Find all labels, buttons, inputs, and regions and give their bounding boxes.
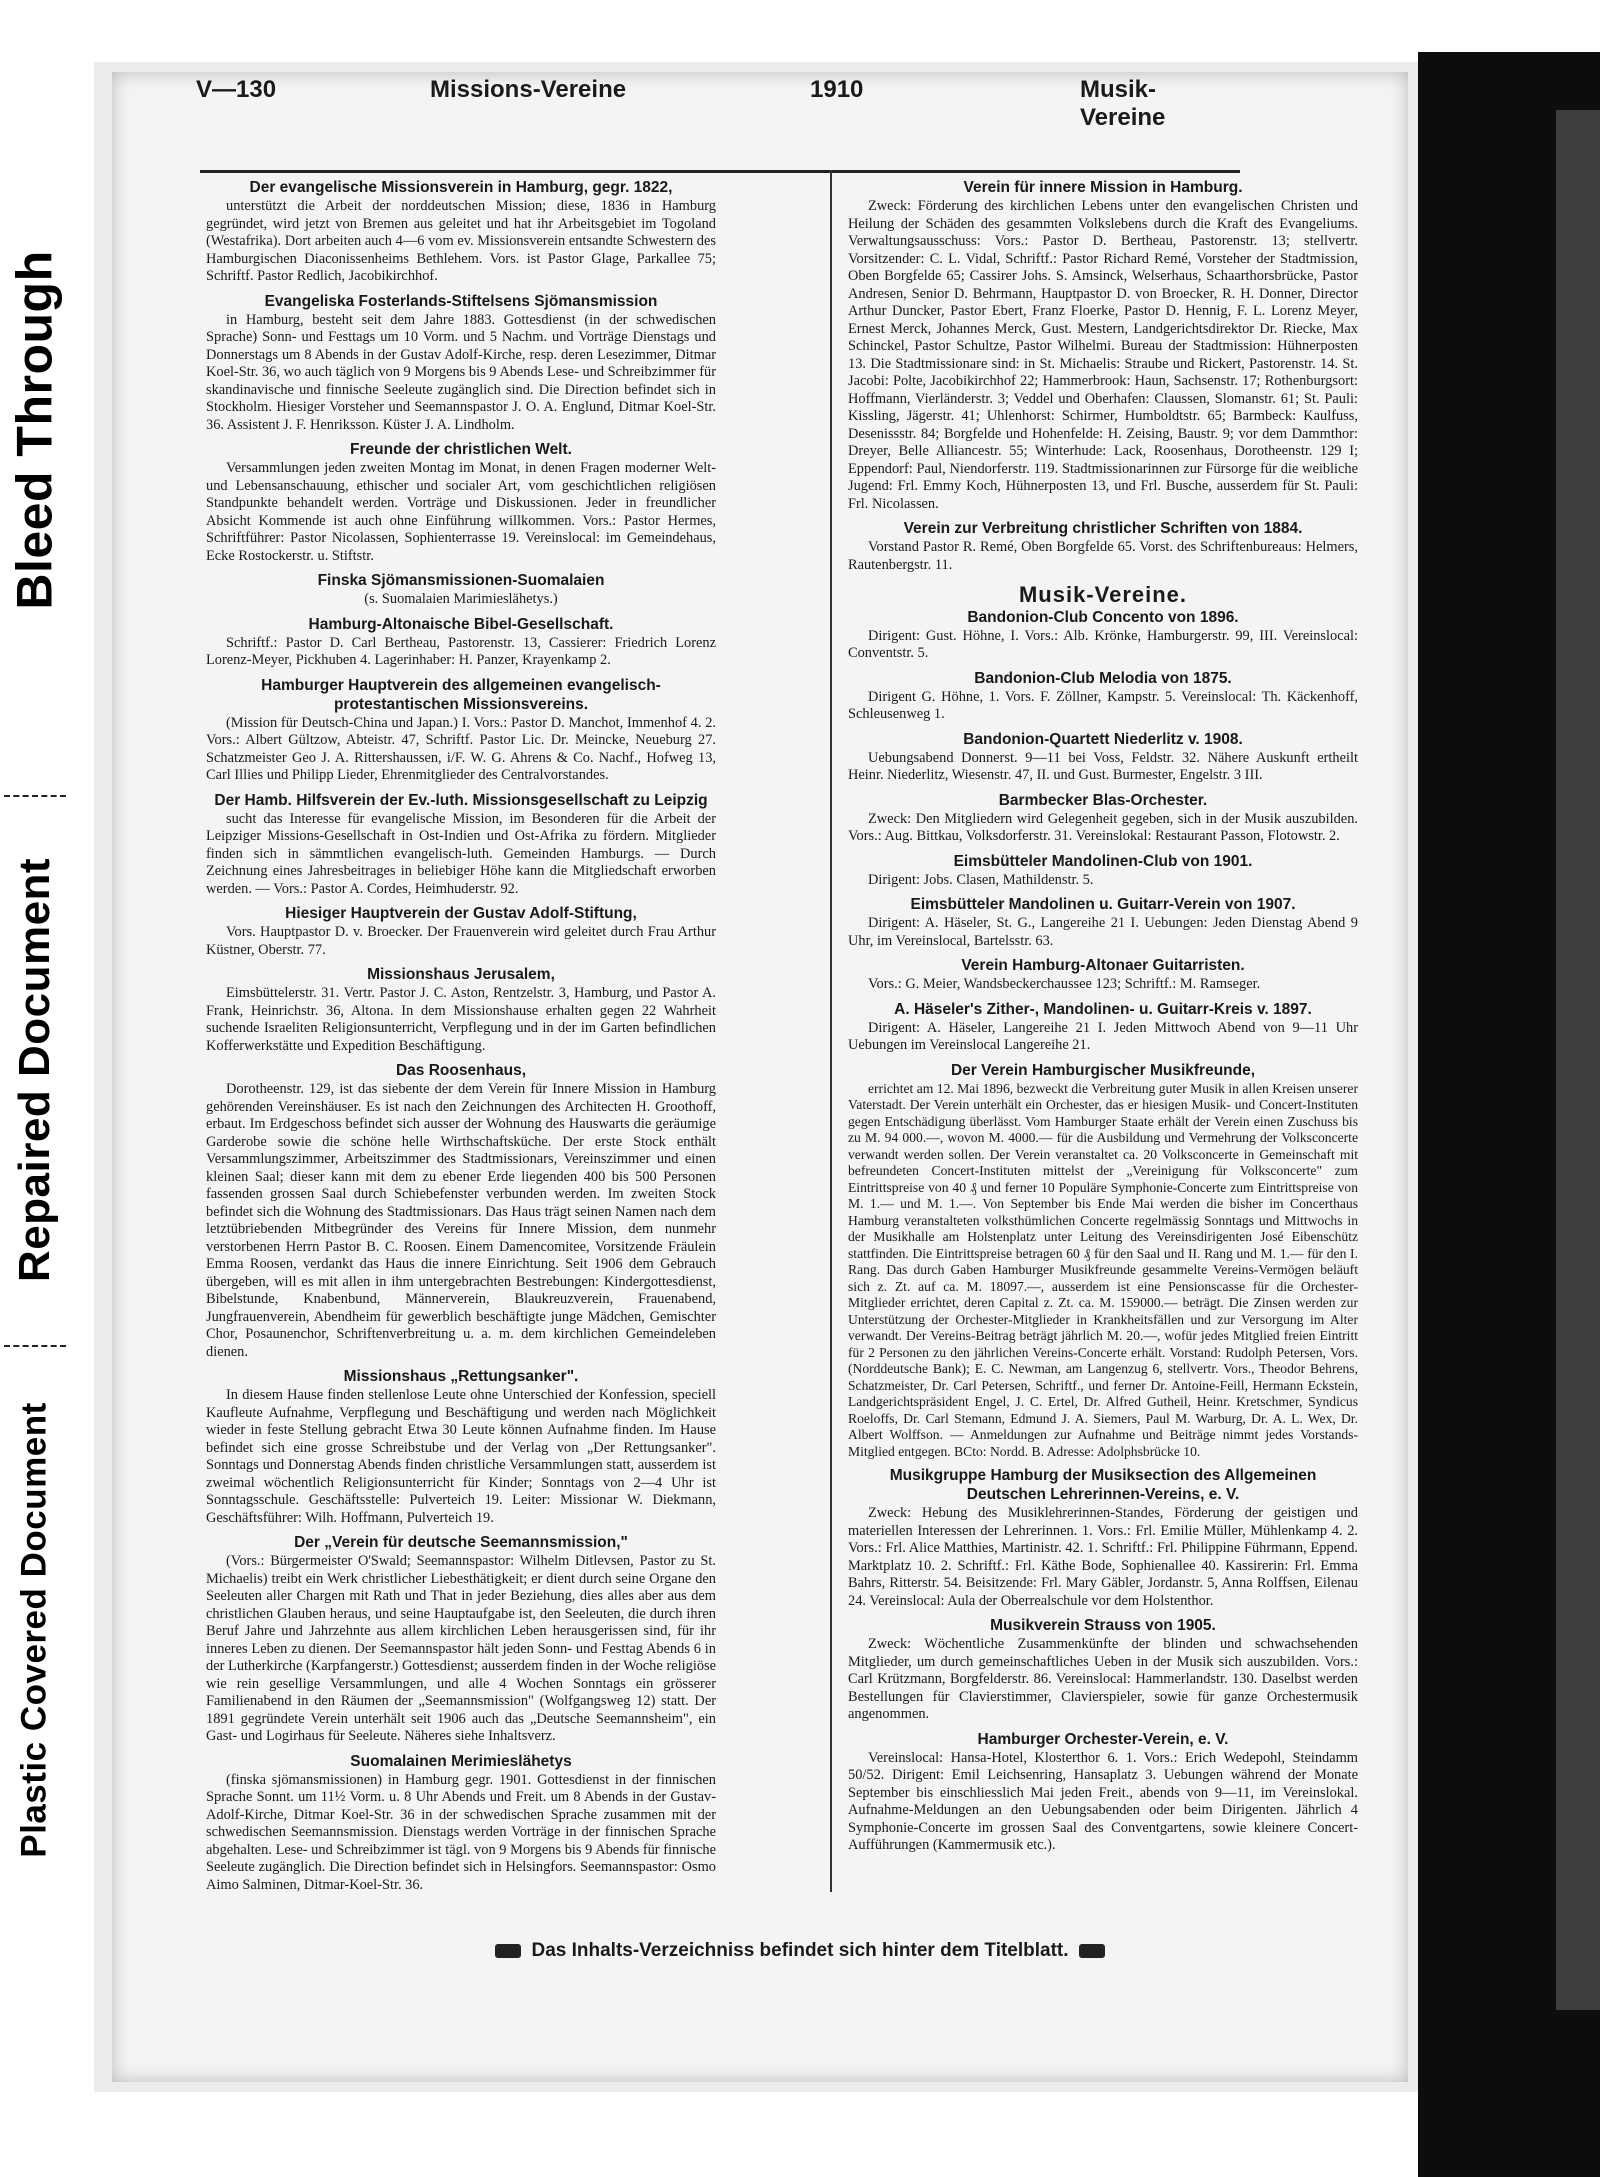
entry: [206, 904, 716, 959]
entry-title: Missionshaus „Rettungsanker".: [343, 1368, 579, 1385]
entry-text: Dorotheenstr. 129, ist das siebente der dem Verein für Innere Mission in Hamburg gehörenden Vereinshäuser. Es ist nach den Zeichnungen des Architecten H. Groothoff, erbaut. Im Erdgeschoss befindet sich ausser der Wohnung des Hauswarts die geräumige Garderobe sowie die schöne helle Wirthschaftsküche. Der erste Stock enthält Versammlungszimmer, Arbeitszimmer des Stadtmissionars, Vereinszimmer und einen kleinen Saal; dieser kann mit dem zu ebener Erde liegenden 400 bis 500 Personen fassenden grossen Saal durch Schiebefenster verbunden werden. Im zweiten Stock befindet sich die Wohnung des Stadtmissionars. Das Haus trägt seinen Namen nach dem letztübriebenden Mitbegründer des Vereins für Innere Mission, dem nunmehr verstorbenen Herrn Pastor B. C. Roosen. Einem Damencomitee, Vorsitzende Fräulein Emma Roosen, verdankt das Haus die innere Einrichtung. Seit 1906 dem Gebrauch übergeben, will es mit allen in ihm untergebrachten Bestrebungen: Kindergottesdienst, Bibelstunde, Knabenbund, Männerverein, Blaukreuzverein, Frauenabend, Jungfrauenverein, Abendheim für gewerblich beschäftigte junge Mädchen, Gemischter Chor, Posaunenchor, Schriftenverbreitung u. a. m. dem kirchlichen Gemeindeleben dienen.: [206, 1081, 716, 1360]
header-right-title: Musik-Vereine: [1080, 76, 1166, 131]
header-left-title: Missions-Vereine: [430, 76, 627, 103]
entry-text: in Hamburg, besteht seit dem Jahre 1883. Gottesdienst (in der schwedischen Sprache) Sonn- und Festtags um 10 Vorm. und 5 Nachm. und Vorträge Dienstags und Donnerstags um 8 Abends in der Gustav Adolf-Kirche, resp. deren Lesezimmer, Ditmar Koel-Str. 36, wo auch täglich von 9 Morgens bis 9 Abends Lese- und Schreibzimmer für skandinavische und finnische Seeleute zugänglich sind. Die Direction befindet sich in Stockholm. Hiesiger Vorsteher und Seemannspastor J. O. A. Englund, Ditmar Koel-Str. 36. Assistent J. F. Henriksson. Küster J. A. Lindholm.: [206, 311, 716, 433]
entry: [206, 1752, 716, 1895]
entry-text: Schriftf.: Pastor D. Carl Bertheau, Pastorenstr. 13, Cassierer: Friedrich Lorenz Lorenz-Meyer, Pickhuben 4. Lagerinhaber: H. Panzer, Krayenkamp 2.: [206, 634, 716, 668]
entry-title: Evangeliska Fosterlands-Stiftelsens Sjömansmission: [264, 292, 658, 310]
entry-text: Vors. Hauptpastor D. v. Broecker. Der Frauenverein wird geleitet durch Frau Arthur Küstner, Oberstr. 77.: [206, 924, 716, 958]
entry-title: Bandonion-Quartett Niederlitz v. 1908.: [963, 730, 1243, 748]
entry-text: In diesem Hause finden stellenlose Leute ohne Unterschied der Konfession, speciell Kaufleute Aufnahme, Verpflegung und Beschäftigung und werden nach Möglichkeit wieder in feste Stellung gebracht Etwa 30 Leute können Aufnahme finden. Im Hause befindet sich eine grosse Schreibstube und der Verlag von „Der Rettungsanker". Sonntags und Donnerstag Abends finden christliche Versammlungen statt, ausserdem ist zweimal wöchentlich Religionsunterricht für Kinder; Sonntags von 2—4 Uhr ist Sonntagsschule. Geschäftsstelle: Pulverteich 19. Leiter: Missionar W. Diekmann, Geschäftsführer: Wilh. Hoffmann, Pulverteich 19.: [206, 1387, 716, 1526]
entry: [848, 608, 1358, 663]
entry: [206, 676, 716, 785]
header-rule: [200, 170, 1240, 173]
label-repaired-document: Repaired Document: [10, 857, 60, 1283]
entry: [848, 730, 1358, 785]
entry: [206, 571, 716, 609]
right-column: [848, 178, 1358, 1861]
scanner-edge-highlight: [1556, 110, 1600, 2010]
page-header: [120, 76, 1240, 131]
entry-text: Vors.: G. Meier, Wandsbeckerchaussee 123; Schriftf.: M. Ramseger.: [868, 976, 1261, 992]
entry-title: Der Verein Hamburgischer Musikfreunde,: [950, 1061, 1256, 1079]
entry-text: sucht das Interesse für evangelische Mission, im Besonderen für die Arbeit der Leipziger Missions-Gesellschaft in Ost-Indien und Ost-Afrika zu fördern. Mitglieder finden sich in sämmtlichen evangelisch-luth. Gemeinden Hamburgs. — Durch Zeichnung eines Jahresbeitrages in beliebiger Höhe kann die Mitgliedschaft erworben werden. — Vors.: Pastor A. Cordes, Heimhuderstr. 92.: [206, 810, 716, 897]
entry-title: Bandonion-Club Concento von 1896.: [967, 608, 1239, 626]
entry-text: Zweck: Den Mitgliedern wird Gelegenheit gegeben, sich in der Musik auszubilden. Vors.: Aug. Bittkau, Volksdorferstr. 31. Vereinslokal: Restaurant Passon, Flotowstr. 2.: [848, 810, 1358, 844]
entry: [206, 292, 716, 435]
entry: [206, 791, 716, 899]
entry: [206, 965, 716, 1055]
entry-text: Dirigent G. Höhne, 1. Vors. F. Zöllner, Kampstr. 5. Vereinslocal: Th. Käckenhoff, Schleusenweg 1.: [848, 688, 1358, 722]
entry-title: Barmbecker Blas-Orchester.: [998, 791, 1208, 809]
entry: [848, 895, 1358, 950]
entry-text: Vereinslocal: Hansa-Hotel, Klosterthor 6. 1. Vors.: Erich Wedepohl, Steindamm 50/52. Dirigent: Emil Leichsenring, Hansaplatz 3. Uebungen während der Monate September bis einschliesslich Mai jeden Freit., abends von 9—11, im Vereinslokal. Aufnahme-Meldungen an den Uebungsabenden oder beim Dirigenten. Jährlich 4 Symphonie-Concerte im grossen Saal des Conventgartens, sowie kleinere Concert-Aufführungen (Kammermusik etc.).: [848, 1749, 1358, 1853]
entry-title: Verein Hamburg-Altonaer Guitarristen.: [961, 957, 1245, 974]
entry-title: Eimsbütteler Mandolinen u. Guitarr-Verein von 1907.: [910, 896, 1296, 913]
entry-title: Eimsbütteler Mandolinen-Club von 1901.: [953, 852, 1253, 870]
entry-title: Das Roosenhaus,: [395, 1062, 527, 1079]
entry: [848, 1061, 1358, 1461]
footer-note: [420, 1940, 1180, 1962]
entry-text: Zweck: Wöchentliche Zusammenkünfte der blinden und schwachsehenden Mitglieder, um durch gemeinschaftliches Ueben in der Musik sich auszubilden. Vors.: Carl Krützmann, Borgfelderstr. 86. Vereinslocal: Hammerlandstr. 130. Daselbst werden Bestellungen für Clavierstimmer, Clavierspieler, sowie für ganze Orchestermusik angenommen.: [848, 1636, 1358, 1722]
entry-text: unterstützt die Arbeit der norddeutschen Mission; diese, 1836 in Hamburg gegründet, wird jetzt von Bremen aus geleitet und hat ihr Arbeitsgebiet im Togoland (Westafrika). Dort arbeiten auch 4—6 vom ev. Missionsverein entsandte Schwestern des Hamburgischen Diaconissenheims Bethlehem. Vors. ist Pastor Glage, Parkallee 75; Schriftf. Pastor Redlich, Jacobikirchhof.: [206, 198, 716, 284]
entry-text: Uebungsabend Donnerst. 9—11 bei Voss, Feldstr. 32. Nähere Auskunft ertheilt Heinr. Niederlitz, Wiesenstr. 47, II. und Gust. Burmester, Engelstr. 3 III.: [848, 749, 1358, 783]
entry-text: Eimsbüttelerstr. 31. Vertr. Pastor J. C. Aston, Rentzelstr. 3, Hamburg, und Pastor A. Frank, Heinrichstr. 36, Altona. In dem Missionshause erhalten gegen 22 Wahrheit suchende Israeliten Religionsunterricht, Verpflegung und in der im Garten befindlichen Kofferwerkstätte und Expedition Beschäftigung.: [206, 985, 716, 1054]
entry: [848, 791, 1358, 846]
entry-text: Dirigent: Gust. Höhne, I. Vors.: Alb. Krönke, Hamburgerstr. 99, III. Vereinslocal: Conventstr. 5.: [848, 627, 1358, 661]
entry-title: Freunde der christlichen Welt.: [350, 441, 572, 458]
entry-title: Musikverein Strauss von 1905.: [990, 1617, 1216, 1634]
entry-text: Dirigent: Jobs. Clasen, Mathildenstr. 5.: [868, 871, 1094, 888]
label-plastic-covered: Plastic Covered Document: [15, 1402, 54, 1858]
entry: [848, 669, 1358, 724]
entry-title: Der „Verein für deutsche Seemannsmission,": [294, 1534, 628, 1551]
entry-text: (Mission für Deutsch-China und Japan.) I. Vors.: Pastor D. Manchot, Immenhof 4. 2. Vors.: Albert Gültzow, Abteistr. 47, Schriftf. Pastor Lic. Dr. Meincke, Neueburg 27. Schatzmeister Geo J. A. Rittershaussen, i/F. W. G. Ahrens & Co. Nachf., Hofweg 13, Carl Illies und Philipp Lieder, Ehrenmitglieder des Centralvorstandes.: [206, 714, 716, 783]
entry: [206, 440, 716, 565]
entry: [848, 178, 1358, 513]
pointing-hand-icon: [495, 1944, 521, 1958]
entry: [206, 615, 716, 670]
entry-text: (finska sjömansmissionen) in Hamburg gegr. 1901. Gottesdienst in der finnischen Sprache Sonnt. um 11½ Vorm. u. 8 Uhr Abends und Freit. um 8 Abends in der Gustav-Adolf-Kirche, Ditmar Koel-Str. 36 in der schwedischen Sprache zusammen mit der schwedischen Seemannsmission. Dienstags werden Vorträge in der finnischen Sprache abgehalten. Lese- und Schreibzimmer ist tägl. von 9 Morgens bis 9 Abends für finnische Seeleute zugänglich. Die Direction befindet sich in Helsingfors. Seemannspastor: Osmo Aimo Salminen, Ditmar-Koel-Str. 36.: [206, 1771, 716, 1893]
entry-text: Zweck: Förderung des kirchlichen Lebens unter den evangelischen Christen und Heilung der Schäden des gesammten Volkslebens durch die Kraft des Evangeliums. Verwaltungsausschuss: Vors.: Pastor D. Bertheau, Pastorenstr. 13; stellvertr. Vorsitzender: C. L. Vidal, Schriftf.: Pastor Richard Remé, Vorsteher der Stadtmission, Oben Borgfelde 65; Cassirer Johs. S. Amsinck, Welserhaus, Schaarthorsbrücke, Pastor Andresen, Senior D. Behrmann, Hauptpastor D. von Broecker, R. H. Donner, Director Arthur Duncker, Pastor Ebert, Franz Floerke, Pastor D. Hennig, F. L. Lorenz Meyer, Ernest Merck, Johannes Merck, Gust. Mestern, Landgerichtsdirektor Dr. Riecke, Max Schinckel, Pastor Schultze, Pastor Wilhelmi. Bureau der Stadtmission: Hühnerposten 13. Die Stadtmissionare sind: in St. Michaelis: Straube und Rickert, Pastorenstr. 14. St. Jacobi: Polte, Jacobikirchhof 22; Hammerbrook: Haun, Sachsenstr. 17; Rothenburgsort: Hoffmann, Vierländerstr. 3; Veddel und Oberhafen: Claussen, Slomanstr. 61; St. Pauli: Kissling, Jägerstr. 41; Uhlenhorst: Schirmer, Humboldtstr. 65; Barmbeck: Kaulfuss, Desenissstr. 84; Borgfelde und Hohenfelde: H. Zeising, Baustr. 9; vor dem Dammthor: Dreyer, Belle Alliancestr. 55; Winterhude: Lack, Roosenhaus, Dorotheenstr. 129 I; Eppendorf: Paul, Niendorferstr. 119. Stadtmissionarinnen zur Fürsorge für die weibliche Jugend: Frl. Emmy Koch, Hühnerposten 13, und Frl. Busche, ausserdem für St. Pauli: Frl. Nicolassen.: [848, 198, 1358, 512]
entry-title: Der Hamb. Hilfsverein der Ev.-luth. Missionsgesellschaft zu Leipzig: [214, 791, 708, 809]
entry-title: Hamburg-Altonaische Bibel-Gesellschaft.: [308, 615, 614, 633]
entry: [848, 1000, 1358, 1055]
label-bleed-through: Bleed Through: [7, 250, 64, 610]
top-margin: [0, 0, 1600, 52]
entry-text: Vorstand Pastor R. Remé, Oben Borgfelde 65. Vorst. des Schriftenbureaus: Helmers, Rautenbergstr. 11.: [848, 539, 1358, 573]
column-divider: [830, 170, 832, 1892]
entry-title: Missionshaus Jerusalem,: [367, 966, 555, 983]
footer-text: Das Inhalts-Verzeichniss befindet sich hinter dem Titelblatt.: [531, 1940, 1069, 1961]
label-divider: [4, 795, 66, 797]
entry: [206, 1367, 716, 1527]
entry: [848, 1730, 1358, 1855]
entry: [206, 178, 716, 286]
entry: [848, 1466, 1358, 1610]
entry-text: errichtet am 12. Mai 1896, bezweckt die Verbreitung guter Musik in allen Kreisen unserer Vaterstadt. Der Verein unterhält ein Orchester, das er hiesigen Musik- und Concert-Instituten gegen Entschädigung überlässt. Vom Hamburger Staate erhält der Verein einen Zuschuss bis zu M. 94 000.—, wovon M. 4000.— für die Ausbildung und Vermehrung der Volksconcerte verwandt werden sollen. Der Verein veranstaltet ca. 20 Volksconcerte in Gemeinschaft mit befreundeten Concert-Instituten mittelst der „Vereinigung für Volksconcerte" zum Eintrittspreise von 40 ₰ und ferner 10 Populäre Symphonie-Concerte zum Eintrittspreise von M. 1.— und M. 1.—. Von September bis Ende Mai werden die bisher im Concerthaus Hamburg veranstalteten volksthümlichen Concerte regelmässig Sonntags und Mittwochs in der Musikhalle am Holstenplatz unter Leitung des Vereinsdirigenten José Eibenschütz stattfinden. Die Eintrittspreise betragen 60 ₰ für den Saal und II. Rang und M. 1.— für den I. Rang. Das durch Gaben Hamburger Musikfreunde gesammelte Vereins-Vermögen beläuft sich z. Zt. auf ca. M. 18097.—, ausserdem ist eine Pensionscasse für die Orchester-Mitglieder errichtet, deren Capital z. Zt. ca. M. 159000.— beträgt. Die Zinsen werden zur Unterstützung der Orchester-Mitglieder in Krankheitsfällen und zur Versorgung im Alter verwandt. Der Vereins-Beitrag beträgt jährlich M. 20.—, wofür jedes Mitglied freien Eintritt für 2 Personen zu den jährlichen Vereins-Concerte erhält. Vorstand: Rudolph Petersen, Vors. (Norddeutsche Bank); E. C. Newman, am Langenzug 6, stellvertr. Vors., Theodor Behrens, Schatzmeister, Dr. Carl Petersen, Schriftf., und ferner Dr. Antoine-Feill, Hermann Eckstein, Landgerichtspräsident Engel, J. C. Ertel, Dr. Alfred Gutheil, Heinr. Kretschmer, Syndicus Roeloffs, Dr. Carl Stemann, Edmund J. A. Siemers, Paul M. Warburg, Dr. A. L. Wex, Dr. Albert Wolffson. — Anmeldungen zur Aufnahme und Beiträge nimmt jedes Vorstands-Mitglied entgegen. BCto: Nordd. B. Adresse: Adolphsbrücke 10.: [848, 1080, 1358, 1459]
entry: [206, 1533, 716, 1746]
page-number: V—130: [196, 76, 277, 103]
entry: [848, 1616, 1358, 1724]
entry-title: Hiesiger Hauptverein der Gustav Adolf-Stiftung,: [285, 905, 637, 922]
entry-title: Hamburger Hauptverein des allgemeinen evangelisch-protestantischen Missionsvereins.: [261, 676, 661, 713]
entry-text: Versammlungen jeden zweiten Montag im Monat, in denen Fragen moderner Welt- und Lebensanschauung, ethischer und socialer Art, vom geschichtlichen religiösen Standpunkte behandelt werden. Vorträge und Diskussionen. Jeder in freundlicher Absicht Kommende ist auch ohne Einführung willkommen. Vors.: Pastor Hermes, Schriftführer: Pastor Nicolassen, Sophienterrasse 19. Vereinslocal: im Gemeindehaus, Ecke Rostockerstr. u. Stiftstr.: [206, 460, 716, 564]
entry-text: Zweck: Hebung des Musiklehrerinnen-Standes, Förderung der geistigen und materiellen Interessen der Lehrerinnen. 1. Vors.: Frl. Emilie Müller, Mühlenkamp 4. 2. Vors.: Frl. Alice Matthies, Martinistr. 42. 1. Schriftf.: Frl. Philippine Führmann, Eppend. Marktplatz 10. 2. Schriftf.: Frl. Käthe Bode, Sophienallee 40. Kassirerin: Frl. Emma Bahrs, Ritterstr. 54. Beisitzende: Frl. Mary Gäbler, Jordanstr. 5, Anna Rolffsen, Eilenau 24. Vereinslocal: Aula der Oberrealschule vor dem Holstenthor.: [848, 1505, 1358, 1609]
entry-title: Der evangelische Missionsverein in Hamburg, gegr. 1822,: [249, 179, 673, 196]
entry-title: A. Häseler's Zither-, Mandolinen- u. Guitarr-Kreis v. 1897.: [894, 1000, 1312, 1018]
entry-text: Dirigent: A. Häseler, St. G., Langereihe 21 I. Uebungen: Jeden Dienstag Abend 9 Uhr, im Vereinslocal, Bartelsstr. 63.: [848, 915, 1358, 949]
entry-text: Dirigent: A. Häseler, Langereihe 21 I. Jeden Mittwoch Abend von 9—11 Uhr Uebungen im Vereinslocal Langereihe 21.: [848, 1019, 1358, 1053]
entry-title: Verein zur Verbreitung christlicher Schriften von 1884.: [903, 520, 1303, 537]
entry-title: Finska Sjömansmissionen-Suomalaien: [317, 572, 605, 589]
header-year: 1910: [810, 76, 864, 103]
entry-title: Hamburger Orchester-Verein, e. V.: [977, 1730, 1229, 1748]
entry-title: Verein für innere Mission in Hamburg.: [963, 179, 1243, 196]
pointing-hand-icon: [1079, 1944, 1105, 1958]
entry-title: Musikgruppe Hamburg der Musiksection des Allgemeinen Deutschen Lehrerinnen-Vereins, e. V.: [889, 1467, 1317, 1503]
label-divider: [4, 1345, 66, 1347]
entry: [206, 1061, 716, 1361]
entry: [848, 852, 1358, 890]
music-section-title: Musik-Vereine.: [1018, 582, 1188, 607]
entry-title: Suomalainen Merimieslähetys: [350, 1752, 572, 1770]
entry-title: Bandonion-Club Melodia von 1875.: [974, 669, 1232, 687]
entry-text: (s. Suomalaien Marimieslähetys.): [364, 591, 558, 607]
entry: [848, 956, 1358, 994]
left-column: [206, 178, 716, 1900]
entry-text: (Vors.: Bürgermeister O'Swald; Seemannspastor: Wilhelm Ditlevsen, Pastor zu St. Michaelis) treibt ein Werk christlicher Liebesthätigkeit; er dient durch seine Organe den Seeleuten aller Chargen mit Rath und That in jeder Beziehung, dies alles aber aus dem christlichen Glauben heraus, und seine Hauptaufgabe ist, den Seeleuten, die durch ihren Beruf Jahre und Jahrzehnte aus allem kirchlichen Leben herausgerissen sind, für ihr inneres Leben zu dienen. Der Seemannspastor hält jeden Sonn- und Festtag Abends 6 in der Lutherkirche (Karpfangerstr.) Gottesdienst; ausserdem finden in der Woche religiöse wie rein gesellige Versammlungen, und alle 4 Wochen Sonntags ein grösserer Familienabend in den Räumen der „Seemannsmission" (Wolfgangsweg 12) statt. Der 1891 gegründete Verein unterhält seit 1906 auch das „Deutsche Seemannsheim", ein Gast- und Logirhaus für Seeleute. Näheres siehe Inhaltsverz.: [206, 1553, 716, 1744]
entry: [848, 519, 1358, 574]
